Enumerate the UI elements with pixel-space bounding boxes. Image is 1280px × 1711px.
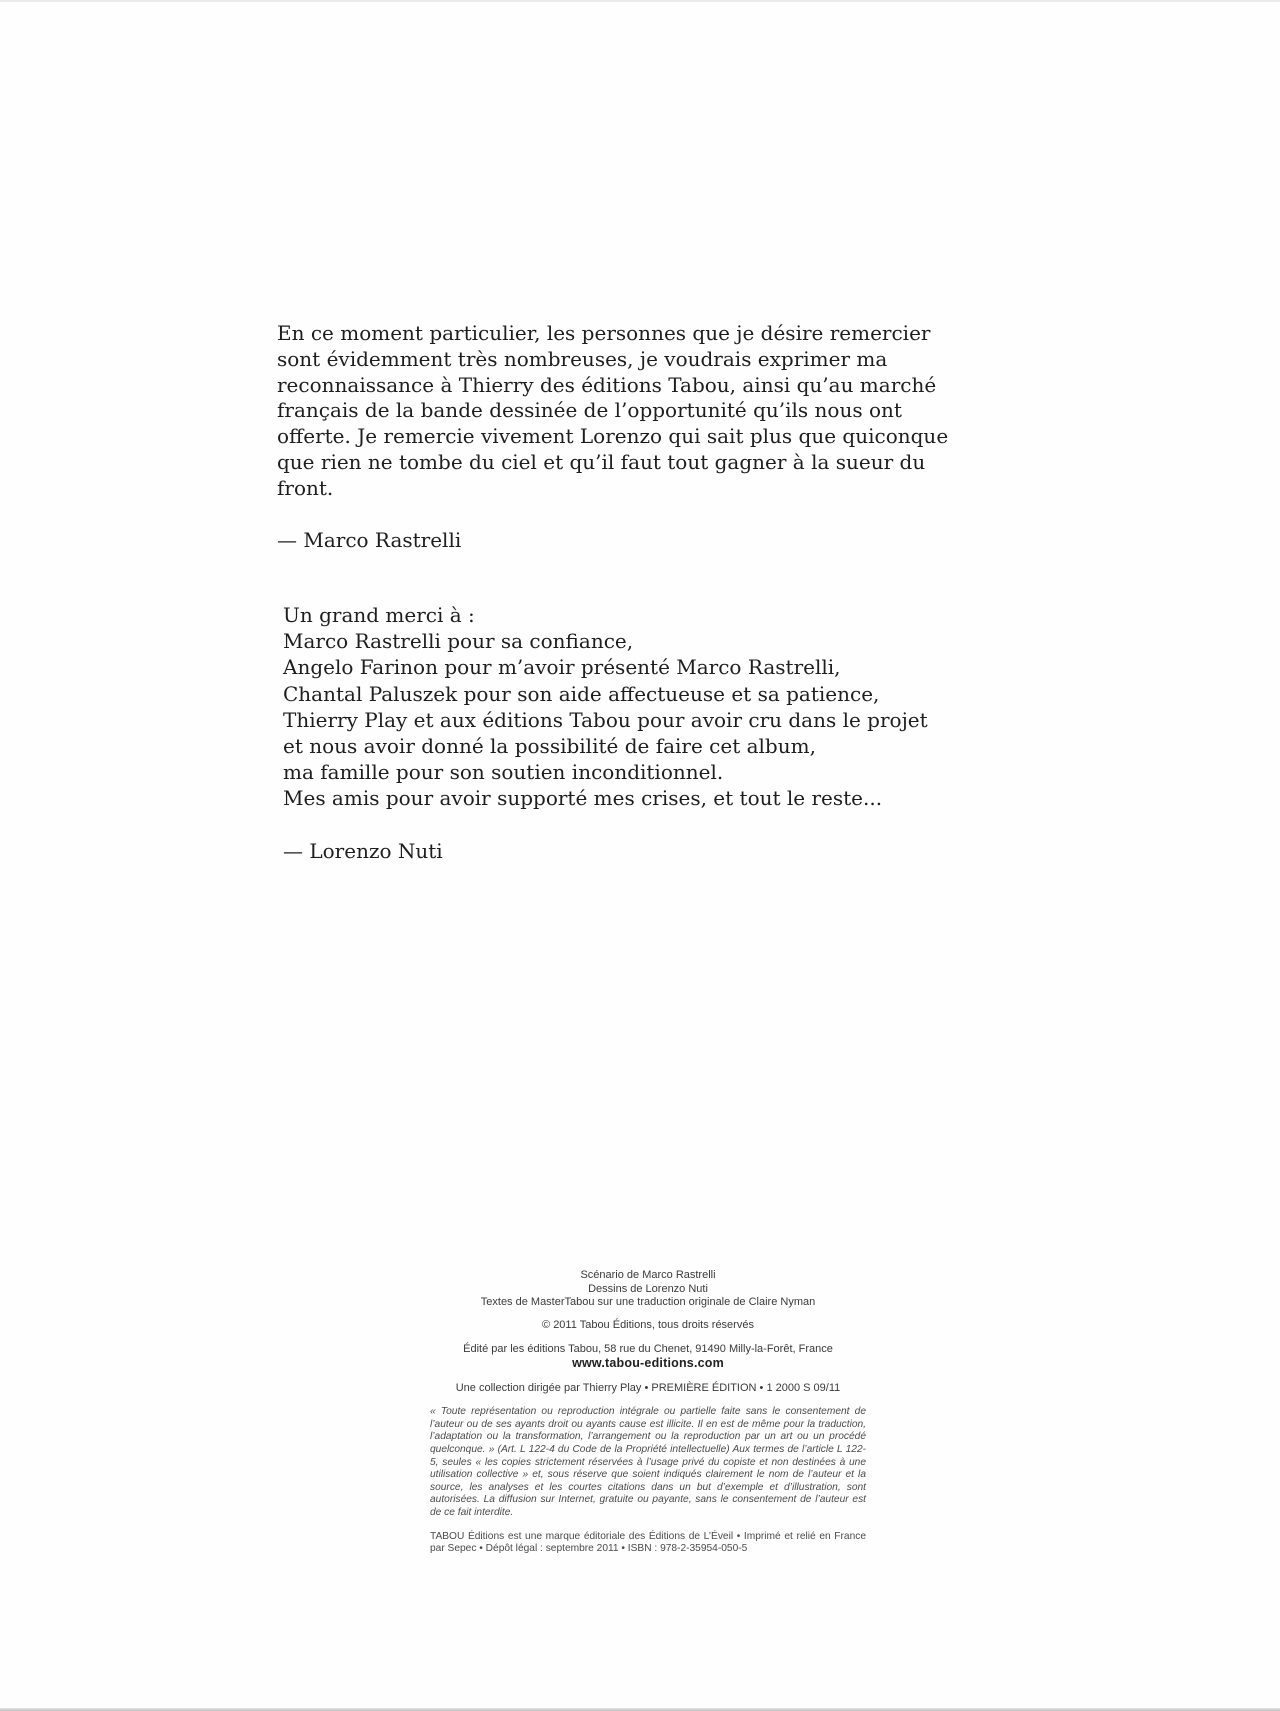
acknowledgement-marco bbox=[277, 321, 1017, 553]
copyright-notice: © 2011 Tabou Éditions, tous droits réservés bbox=[542, 1318, 754, 1331]
credit-scenario: Scénario de Marco Rastrelli bbox=[580, 1269, 716, 1281]
acknowledgement-line: Marco Rastrelli pour sa confiance, bbox=[283, 629, 634, 654]
credit-drawings: Dessins de Lorenzo Nuti bbox=[588, 1282, 708, 1295]
acknowledgement-line: sont évidemment très nombreuses, je voudrais exprimer ma bbox=[277, 346, 888, 371]
acknowledgement-line: français de la bande dessinée de l’opportunité qu’ils nous ont bbox=[277, 398, 902, 423]
acknowledgement-line: Un grand merci à : bbox=[283, 603, 475, 627]
acknowledgement-line: Mes amis pour avoir supporté mes crises, et tout le reste... bbox=[283, 786, 883, 811]
imprint-info: TABOU Éditions est une marque éditoriale des Éditions de L’Éveil • Imprimé et relié en France par Sepec • Dépôt légal : septembre 2011 • ISBN : 978-2-35954-050-5 bbox=[430, 1530, 866, 1555]
collection-info: Une collection dirigée par Thierry Play • PREMIÈRE ÉDITION • 1 2000 S 09/11 bbox=[455, 1381, 841, 1394]
acknowledgement-line: et nous avoir donné la possibilité de faire cet album, bbox=[283, 734, 816, 759]
publisher-website: www.tabou-editions.com bbox=[572, 1355, 724, 1370]
publisher-address: Édité par les éditions Tabou, 58 rue du Chenet, 91490 Milly-la-Forêt, France bbox=[463, 1343, 833, 1356]
acknowledgement-lorenzo bbox=[283, 602, 1023, 864]
acknowledgement-line: front. bbox=[277, 475, 334, 500]
acknowledgement-line: reconnaissance à Thierry des éditions Tabou, ainsi qu’au marché bbox=[277, 372, 937, 397]
acknowledgement-line: Thierry Play et aux éditions Tabou pour avoir cru dans le projet bbox=[283, 707, 928, 732]
acknowledgement-line: que rien ne tombe du ciel et qu’il faut tout gagner à la sueur du bbox=[277, 449, 926, 474]
acknowledgement-line: En ce moment particulier, les personnes que je désire remercier bbox=[277, 321, 931, 345]
signature-lorenzo: — Lorenzo Nuti bbox=[283, 838, 443, 863]
colophon bbox=[430, 1269, 866, 1556]
acknowledgement-line: Chantal Paluszek pour son aide affectueuse et sa patience, bbox=[283, 681, 880, 706]
signature-marco: — Marco Rastrelli bbox=[277, 527, 462, 552]
page-top-edge bbox=[0, 0, 1280, 2]
acknowledgement-line: ma famille pour son soutien inconditionnel. bbox=[283, 760, 724, 785]
legal-notice: « Toute représentation ou reproduction intégrale ou partielle faite sans le consentement de l’auteur ou de ses ayants droit ou ayants cause est illicite. Il en est de même pour la traduction, l’adaptation ou la transformation, l’arrangement ou la reproduction par un art ou un procédé quelconque. » (Art. L 122-4 du Code de la Propriété intellectuelle) Aux termes de l’article L 122-5, seules « les copies strictement réservées à l’usage privé du copiste et non destinées à une utilisation collective » et, sous réserve que soient indiqués clairement le nom de l’auteur et la source, les analyses et les courtes citations dans un but d’exemple et d’illustration, sont autorisées. La diffusion sur Internet, gratuite ou payante, sans le consentement de l’auteur est de ce fait interdite. bbox=[430, 1406, 866, 1518]
credit-texts: Textes de MasterTabou sur une traduction originale de Claire Nyman bbox=[480, 1296, 816, 1309]
acknowledgement-line: Angelo Farinon pour m’avoir présenté Marco Rastrelli, bbox=[283, 655, 841, 680]
acknowledgement-line: offerte. Je remercie vivement Lorenzo qui sait plus que quiconque bbox=[277, 424, 949, 449]
